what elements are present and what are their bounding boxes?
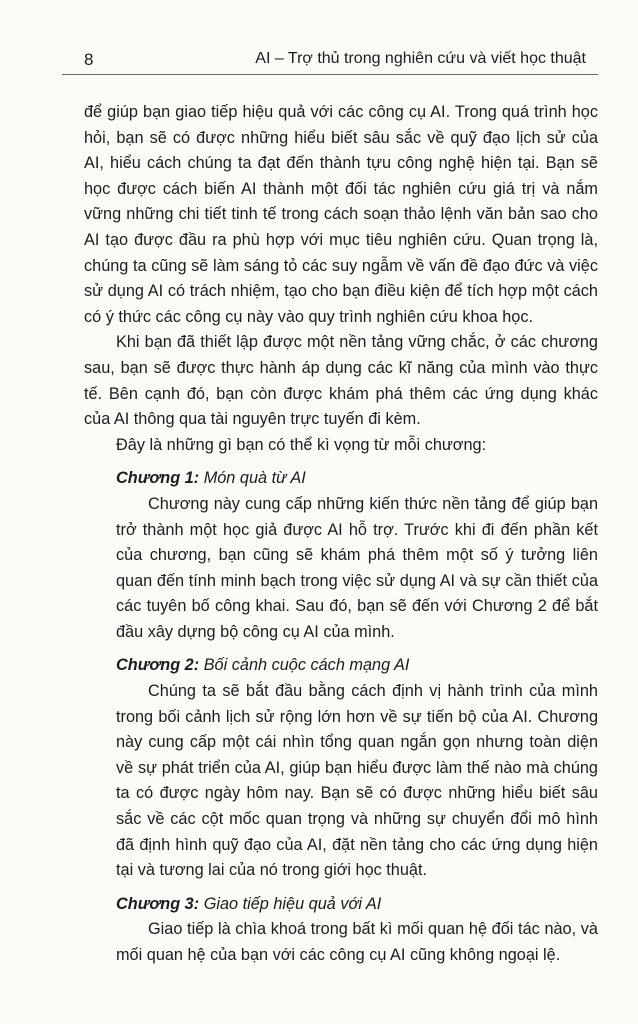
page-body <box>84 100 598 969</box>
chapter-title: Giao tiếp hiệu quả với AI <box>203 894 382 913</box>
chapter-title: Bối cảnh cuộc cách mạng AI <box>203 656 410 675</box>
page-number: 8 <box>84 50 94 69</box>
chapter-heading <box>116 653 598 679</box>
running-title: AI – Trợ thủ trong nghiên cứu và viết học thuật <box>255 50 586 67</box>
chapter-label: Chương 3: <box>116 894 200 913</box>
page-header <box>62 46 598 75</box>
paragraph: Đây là những gì bạn có thể kì vọng từ mỗi chương: <box>116 435 487 454</box>
paragraph: Khi bạn đã thiết lập được một nền tảng vững chắc, ở các chương sau, bạn sẽ được thực hành áp dụng các kĩ năng của mình vào thực tế. Bên cạnh đó, bạn còn được khám phá thêm các ứng dụng khác của AI thông qua tài nguyên trực tuyến đi kèm. <box>84 333 598 429</box>
chapter-label: Chương 1: <box>116 469 200 488</box>
paragraph: để giúp bạn giao tiếp hiệu quả với các công cụ AI. Trong quá trình học hỏi, bạn sẽ có được những hiểu biết sâu sắc về quỹ đạo lịch sử của AI, hiểu cách chúng ta đạt đến thành tựu công nghệ hiện tại. Bạn sẽ học được cách biến AI thành một đối tác nghiên cứu giá trị và nắm vững những chi tiết tinh tế trong cách soạn thảo lệnh văn bản sao cho AI tạo được đầu ra phù hợp với mục tiêu nghiên cứu. Quan trọng là, chúng ta cũng sẽ làm sáng tỏ các suy ngẫm về vấn đề đạo đức và việc sử dụng AI có trách nhiệm, tạo cho bạn điều kiện để tích hợp một cách có ý thức các công cụ này vào quy trình nghiên cứu khoa học. <box>84 103 598 326</box>
chapter-body: Chúng ta sẽ bắt đầu bằng cách định vị hành trình của mình trong bối cảnh lịch sử rộng lớn hơn về sự tiến bộ của AI. Chương này cung cấp một cái nhìn tổng quan ngắn gọn nhưng toàn diện về sự phát triển của AI, giúp bạn hiểu được làm thế nào mà chúng ta có được ngày hôm nay. Bạn sẽ có được những hiểu biết sâu sắc về các cột mốc quan trọng và những sự chuyển đổi mô hình đã định hình quỹ đạo của AI, đặt nền tảng cho các ứng dụng hiện tại và tương lai của nó trong giới học thuật. <box>116 682 598 880</box>
chapter-section <box>84 653 598 883</box>
chapter-section <box>84 892 598 969</box>
chapter-body: Chương này cung cấp những kiến thức nền tảng để giúp bạn trở thành một học giả được AI hỗ trợ. Trước khi đi đến phần kết của chương, bạn cũng sẽ khám phá thêm một số ý tưởng liên quan đến tính minh bạch trong việc sử dụng AI và sự cần thiết của các tuyên bố công khai. Sau đó, bạn sẽ đến với Chương 2 để bắt đầu xây dựng bộ công cụ AI của mình. <box>116 494 598 641</box>
chapter-section <box>84 466 598 645</box>
chapter-body: Giao tiếp là chìa khoá trong bất kì mối quan hệ đối tác nào, và mối quan hệ của bạn với các công cụ AI cũng không ngoại lệ. <box>116 920 598 964</box>
chapter-heading <box>116 892 598 918</box>
chapter-heading <box>116 466 598 492</box>
chapter-label: Chương 2: <box>116 656 200 675</box>
chapter-title: Món quà từ AI <box>203 469 306 488</box>
